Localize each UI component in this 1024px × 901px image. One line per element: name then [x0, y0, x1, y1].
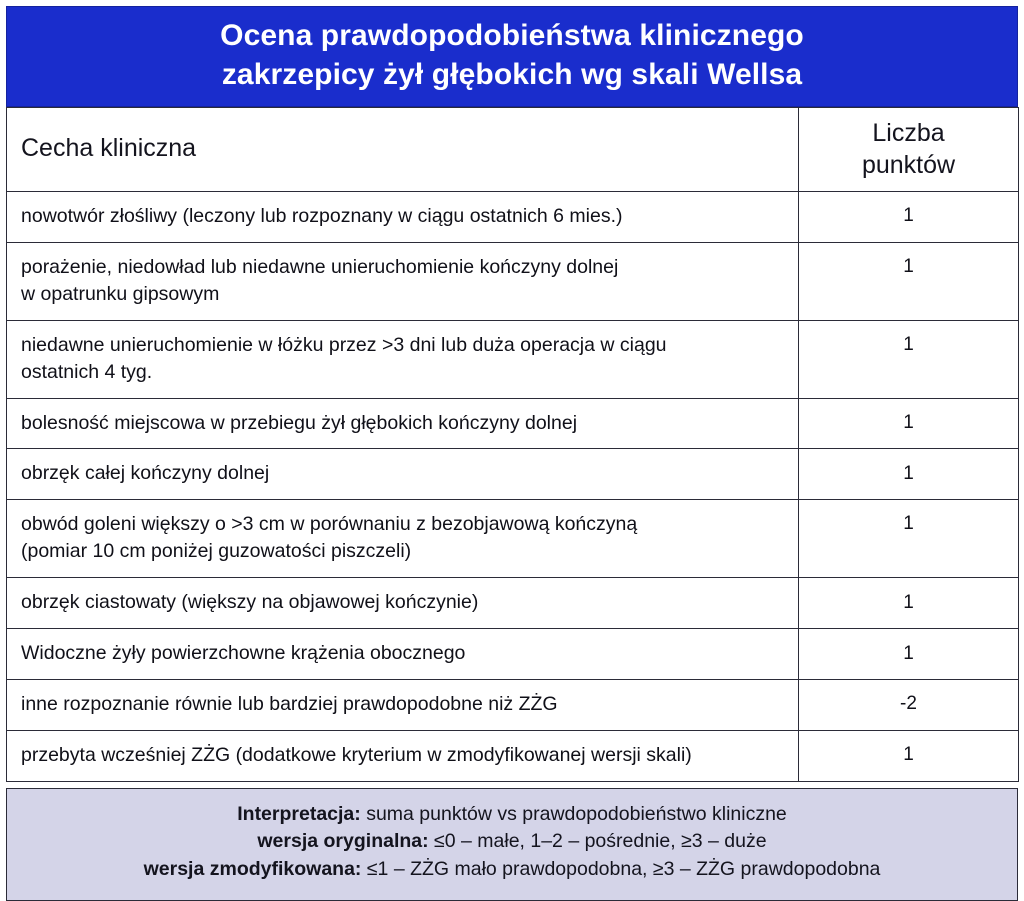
table-header-row: [7, 108, 1019, 192]
criterion-points: 1: [799, 730, 1019, 781]
table-row: [7, 449, 1019, 500]
interpretation-text-1: suma punktów vs prawdopodobieństwo kliniczne: [360, 802, 787, 825]
interpretation-line-2: [21, 828, 1003, 856]
criterion-line-2: ostatnich 4 tyg.: [21, 360, 153, 383]
table-row: [7, 398, 1019, 449]
table-row: [7, 192, 1019, 243]
interpretation-text-3: ≤1 – ZŻG mało prawdopodobna, ≥3 – ZŻG prawdopodobna: [361, 858, 881, 881]
table-row: [7, 629, 1019, 680]
criterion-line-1: porażenie, niedowład lub niedawne unieruchomienie kończyny dolnej: [21, 255, 619, 278]
criterion-line-1: bolesność miejscowa w przebiegu żył głębokich kończyny dolnej: [21, 411, 578, 434]
criterion-text: [7, 242, 799, 320]
interpretation-line-1: [21, 801, 1003, 829]
interpretation-label-3: wersja zmodyfikowana:: [143, 858, 362, 881]
criterion-text: [7, 500, 799, 578]
table-row: [7, 578, 1019, 629]
criterion-line-1: inne rozpoznanie równie lub bardziej prawdopodobne niż ZŻG: [21, 692, 558, 715]
criterion-line-2: w opatrunku gipsowym: [21, 282, 220, 305]
table-row: [7, 500, 1019, 578]
table-row: [7, 320, 1019, 398]
table-row: [7, 730, 1019, 781]
criterion-text: [7, 578, 799, 629]
column-header-points-line-1: Liczba: [872, 118, 945, 147]
criterion-points: 1: [799, 242, 1019, 320]
criterion-text: [7, 730, 799, 781]
criterion-points: 1: [799, 500, 1019, 578]
column-header-clinical-feature: Cecha kliniczna: [7, 108, 799, 192]
interpretation-footer: [6, 788, 1018, 901]
criterion-text: [7, 398, 799, 449]
criterion-text: [7, 629, 799, 680]
criterion-points: 1: [799, 192, 1019, 243]
table-body: [7, 192, 1019, 782]
figure-title-line-2: zakrzepicy żył głębokich wg skali Wellsa: [221, 58, 803, 91]
column-header-points-line-2: punktów: [861, 150, 956, 179]
criterion-text: [7, 320, 799, 398]
interpretation-text-2: ≤0 – małe, 1–2 – pośrednie, ≥3 – duże: [428, 830, 767, 853]
table-row: [7, 679, 1019, 730]
table-header: [7, 108, 1019, 192]
criterion-line-1: obrzęk ciastowaty (większy na objawowej kończynie): [21, 591, 479, 614]
criterion-points: 1: [799, 449, 1019, 500]
criterion-line-1: przebyta wcześniej ZŻG (dodatkowe kryterium w zmodyfikowanej wersji skali): [21, 743, 692, 766]
criterion-points: -2: [799, 679, 1019, 730]
criterion-line-1: Widoczne żyły powierzchowne krążenia obocznego: [21, 642, 466, 665]
criterion-line-1: nowotwór złośliwy (leczony lub rozpoznany w ciągu ostatnich 6 mies.): [21, 205, 623, 227]
criterion-points: 1: [799, 320, 1019, 398]
criterion-line-1: obrzęk całej kończyny dolnej: [21, 462, 270, 485]
interpretation-line-3: [21, 856, 1003, 884]
criterion-text: [7, 192, 799, 243]
interpretation-label-1: Interpretacja:: [237, 802, 361, 825]
column-header-points: [799, 108, 1019, 192]
table-row: [7, 242, 1019, 320]
wells-criteria-table: [6, 107, 1019, 782]
criterion-line-1: niedawne unieruchomienie w łóżku przez >3 dni lub duża operacja w ciągu: [21, 333, 667, 356]
criterion-line-2: (pomiar 10 cm poniżej guzowatości piszczeli): [21, 540, 412, 563]
criterion-points: 1: [799, 629, 1019, 680]
criterion-points: 1: [799, 578, 1019, 629]
criterion-text: [7, 679, 799, 730]
interpretation-label-2: wersja oryginalna:: [257, 830, 429, 853]
criterion-line-1: obwód goleni większy o >3 cm w porównaniu z bezobjawową kończyną: [21, 513, 638, 536]
criterion-points: 1: [799, 398, 1019, 449]
figure-title-banner: [6, 6, 1018, 107]
figure-title-line-1: Ocena prawdopodobieństwa klinicznego: [220, 19, 804, 52]
criterion-text: [7, 449, 799, 500]
